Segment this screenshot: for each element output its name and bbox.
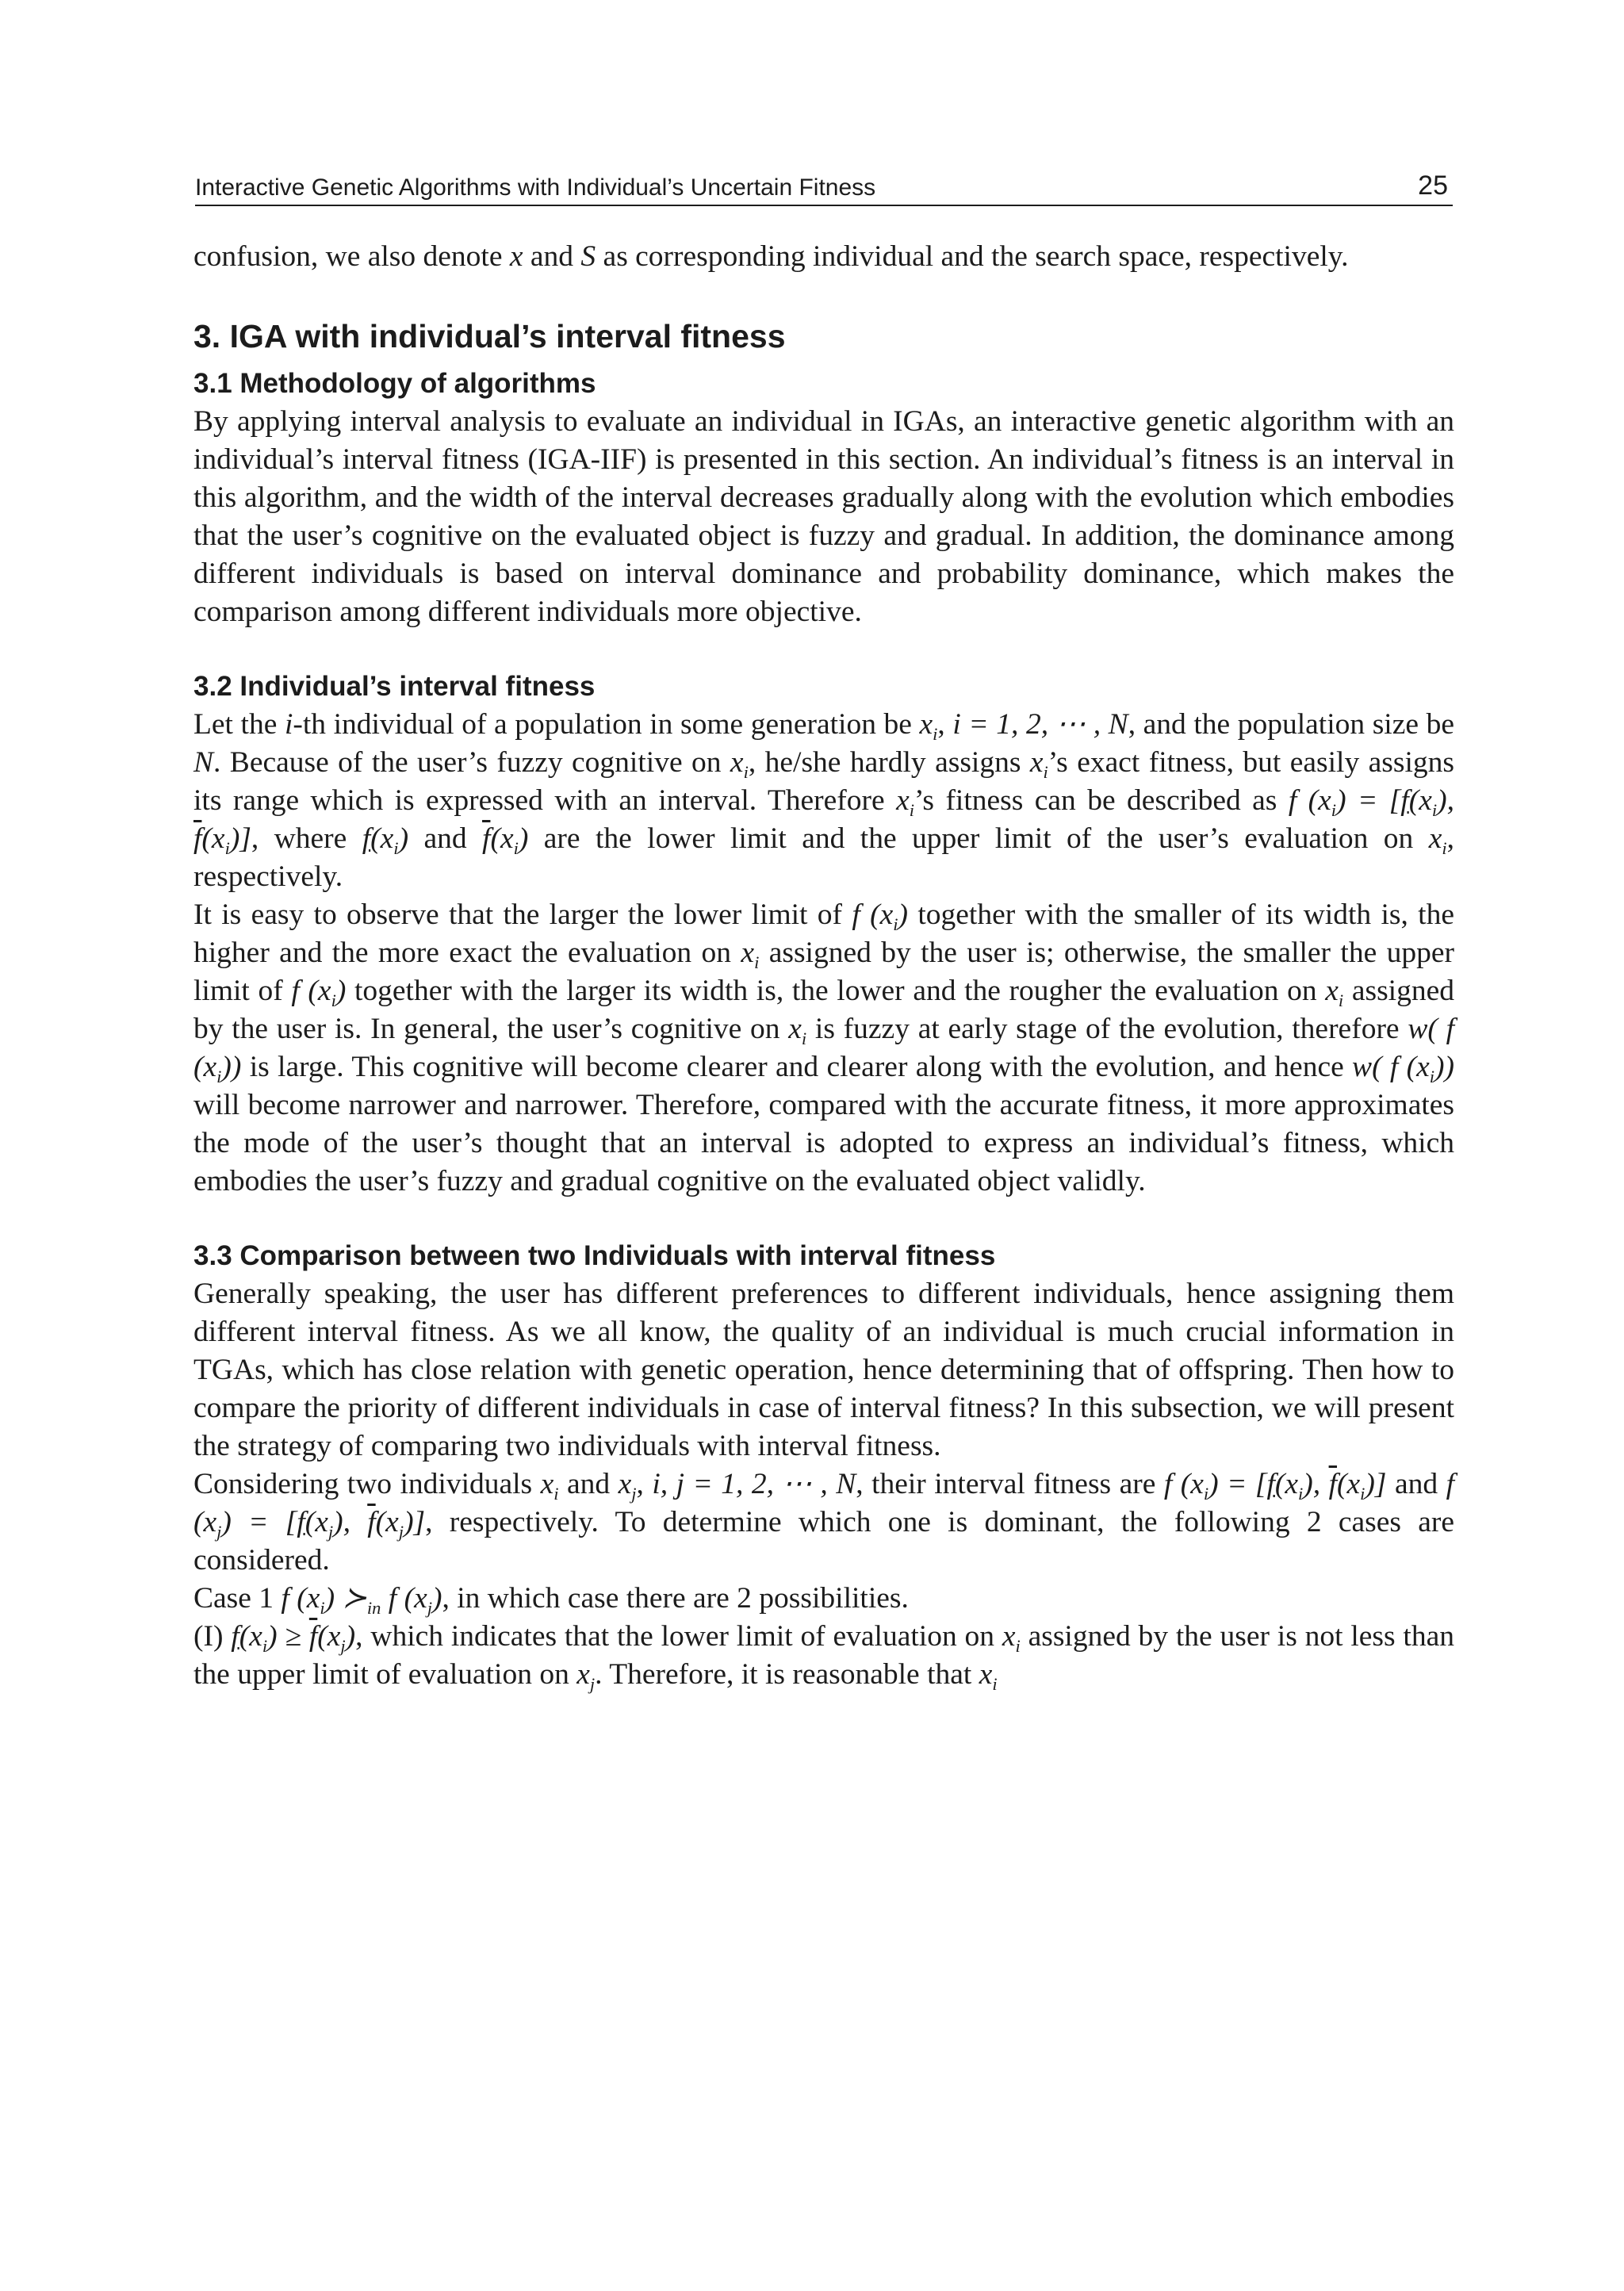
interval-fitness-formula: f $(x_i) = [f(x_i)$, $\overline{f}(x_i)$] xyxy=(193,784,1454,858)
methodology-paragraph: By applying interval analysis to evaluate an individual in IGAs, an interactive genetic algorithm with an individual’s interval fitness (IGA-IIF) is presented in this section. An individual’s fitness is an interval in this algorithm, and the width of the interval decreases gradually along with the evolution which embodies that the user’s cognitive on the evaluated object is fuzzy and gradual. In addition, the dominance among different individuals is based on interval dominance and probability dominance, which makes the comparison among different individuals more objective. xyxy=(193,405,1454,628)
intro-paragraph: confusion, we also denote x and S as corresponding individual and the search space, respectively. xyxy=(193,240,1349,273)
page-content xyxy=(193,238,1454,1694)
page-header xyxy=(195,163,1453,206)
case-1-possibility-1: (I) $f(x_i) \ge \overline{f}(x_j)$, which indicates that the lower limit of evaluation on $x_i$ assigned by the user is not less than the upper limit of evaluation on $x_j$. Therefore, it is reasonable that $x_i$ xyxy=(193,1620,1454,1694)
section-title: 3. IGA with individual’s interval fitness xyxy=(193,318,786,354)
running-title: Interactive Genetic Algorithms with Individual’s Uncertain Fitness xyxy=(195,174,876,201)
interval-fitness-paragraph-1: Let the i-th individual of a population in some generation be $x_i$, i = 1, 2, ⋯ , N, and the population size be N. Because of the user’s fuzzy cognitive on $x_i$, he/she hardly assigns $x_i’s$ exact fitness, but easily assigns its range which is expressed with an interval. Therefore $x_i’s$ fitness can be described as f $(x_i) = [f(x_i)$, $\overline{f}(x_i)$], where $f(x_i)$ and $\overline{f}(x_i)$ are the lower limit and the upper limit of the user’s evaluation on $x_i$, respectively. xyxy=(193,708,1454,893)
subsection-title-3-1: 3.1 Methodology of algorithms xyxy=(193,368,596,399)
page-number: 25 xyxy=(1418,170,1448,201)
comparison-paragraph-2: Considering two individuals $x_i$ and $x_j$, i, j = 1, 2, ⋯ , N, their interval fitness are f $(x_i) = [f(x_i)$, $\overline{f}(x_i)$] and f $(x_j) = [f(x_j)$, $\overline{f}(x_j)$], respectively. To determine which one is dominant, the following 2 cases are considered. xyxy=(193,1468,1454,1576)
subsection-title-3-2: 3.2 Individual’s interval fitness xyxy=(193,671,596,702)
comparison-paragraph-1: Generally speaking, the user has different preferences to different individuals, hence assigning them different interval fitness. As we all know, the quality of an individual is much crucial information in TGAs, which has close relation with genetic operation, hence determining that of offspring. Then how to compare the priority of different individuals in case of interval fitness? In this subsection, we will present the strategy of comparing two individuals with interval fitness. xyxy=(193,1278,1454,1462)
subsection-title-3-3: 3.3 Comparison between two Individuals with interval fitness xyxy=(193,1240,996,1271)
case-1-line: Case 1 f $(x_i)$ $≻_{in}$ f $(x_j)$, in which case there are 2 possibilities. xyxy=(193,1582,909,1618)
interval-fitness-paragraph-2: It is easy to observe that the larger the lower limit of f $(x_i)$ together with the smaller of its width is, the higher and the more exact the evaluation on $x_i$ assigned by the user is; otherwise, the smaller the upper limit of f $(x_i)$ together with the larger its width is, the lower and the rougher the evaluation on $x_i$ assigned by the user is. In general, the user’s cognitive on $x_i$ is fuzzy at early stage of the evolution, therefore w( f $(x_i)$) is large. This cognitive will become clearer and clearer along with the evolution, and hence w( f $(x_i)$) will become narrower and narrower. Therefore, compared with the accurate fitness, it more approximates the mode of the user’s thought that an interval is adopted to express an individual’s fitness, which embodies the user’s fuzzy and gradual cognitive on the evaluated object validly. xyxy=(193,898,1454,1197)
